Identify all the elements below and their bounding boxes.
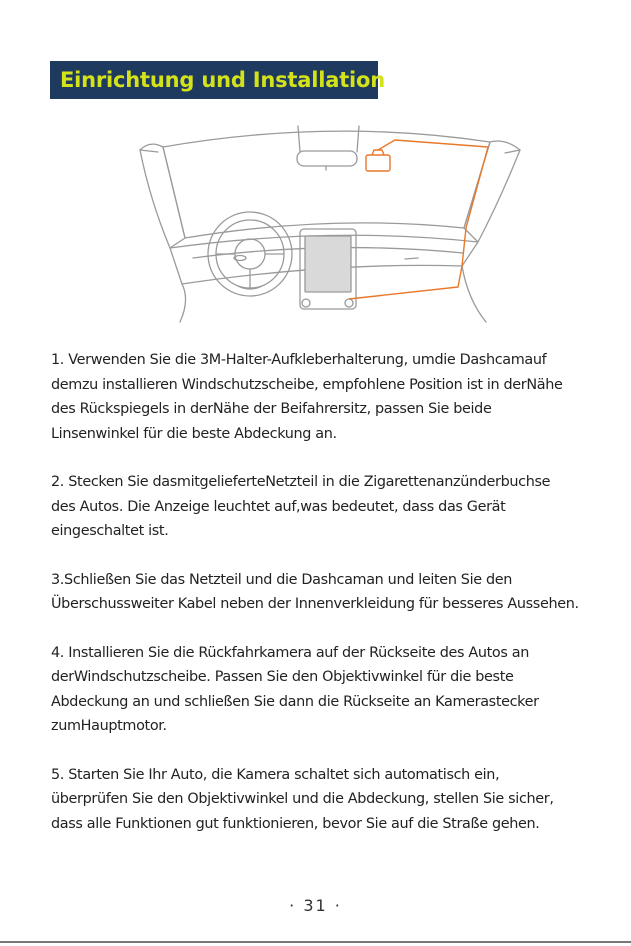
section-title-banner bbox=[50, 61, 386, 99]
dashcam-icon bbox=[366, 155, 390, 171]
left-pillar bbox=[140, 144, 185, 248]
right-pillar bbox=[464, 141, 520, 242]
car-interior-illustration bbox=[138, 118, 528, 328]
windshield-icon bbox=[163, 131, 490, 238]
step-1: 1. Verwenden Sie die 3M-Halter-Aufkleberhalterung, umdie Dashcamauf demzu installieren Windschutzscheibe, empfohlene Position ist in derNähe des Rückspiegels in derNähe der Beifahrersitz, passen Sie beide Linsenwinkel für die beste Abdeckung an. bbox=[51, 352, 563, 442]
step-5: 5. Starten Sie Ihr Auto, die Kamera schaltet sich automatisch ein, überprüfen Sie den Objektivwinkel und die Abdeckung, stellen Sie sicher, dass alle Funktionen gut funktionieren, bevor Sie auf die Straße gehen. bbox=[51, 766, 554, 832]
steering-wheel-icon bbox=[208, 212, 292, 296]
page-number: · 31 · bbox=[289, 896, 342, 915]
step-4: 4. Installieren Sie die Rückfahrkamera auf der Rückseite des Autos an derWindschutzscheibe. Passen Sie den Objektivwinkel für die beste Abdeckung an und schließen Sie dann die Rückseite an Kamerastecker zumHauptmotor. bbox=[51, 644, 539, 734]
bottom-divider bbox=[0, 941, 631, 943]
step-2: 2. Stecken Sie dasmitgelieferteNetzteil in die Zigarettenanzünderbuchse des Autos. Die Anzeige leuchtet auf,was bedeutet, dass das Gerät eingeschaltet ist. bbox=[51, 474, 551, 539]
section-title: Einrichtung und Installation bbox=[60, 68, 386, 92]
rear-view-mirror-icon bbox=[297, 151, 357, 166]
step-3: 3.Schließen Sie das Netzteil und die Dashcaman und leiten Sie den Überschussweiter Kabel neben der Innenverkleidung für besseres Aussehen. bbox=[51, 571, 579, 612]
center-display-icon bbox=[300, 229, 356, 309]
instruction-steps bbox=[51, 348, 606, 860]
